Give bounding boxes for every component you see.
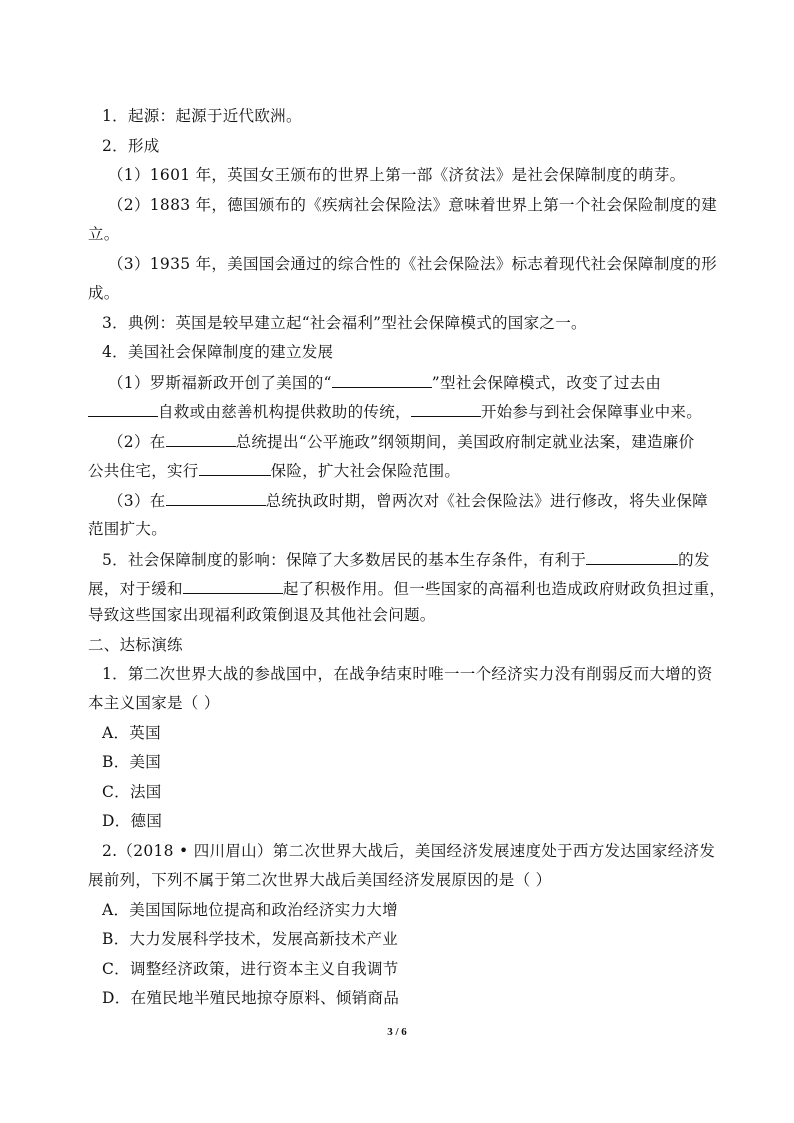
origin-line: 1．起源：起源于近代欧洲。 [102, 107, 302, 125]
us-development-heading: 4．美国社会保障制度的建立发展 [102, 343, 334, 361]
us-item-3: （3）在 总统执政时期，曾两次对《社会保险法》进行修改，将失业保障 [108, 492, 708, 510]
fill-blank[interactable] [199, 460, 271, 476]
formation-item-3: （3）1935 年，美国国会通过的综合性的《社会保险法》标志着现代社会保障制度的形 [108, 255, 718, 273]
question-1-option-a[interactable]: A．英国 [102, 724, 161, 742]
formation-item-3-cont: 成。 [88, 284, 120, 302]
question-2-option-d[interactable]: D．在殖民地半殖民地掠夺原料、倾销商品 [102, 989, 400, 1007]
formation-item-2-cont: 立。 [88, 225, 120, 243]
formation-heading: 2．形成 [102, 137, 160, 155]
question-2-option-a[interactable]: A．美国国际地位提高和政治经济实力大增 [102, 901, 398, 919]
impact-line-cont: 展，对于缓和 起了积极作用。但一些国家的高福利也造成政府财政负担过重， [88, 580, 726, 598]
us-item-2-cont: 公共住宅，实行 保险，扩大社会保险范围。 [88, 462, 461, 480]
question-2-option-c[interactable]: C．调整经济政策，进行资本主义自我调节 [102, 960, 399, 978]
impact-line: 5．社会保障制度的影响：保障了大多数居民的基本生存条件，有利于 的发 [102, 551, 710, 569]
fill-blank[interactable] [183, 578, 283, 594]
fill-blank[interactable] [88, 401, 158, 417]
fill-blank[interactable] [166, 490, 266, 506]
fill-blank[interactable] [166, 431, 236, 447]
page-number: 3 / 6 [387, 1026, 407, 1038]
us-item-1: （1）罗斯福新政开创了美国的“ ”型社会保障模式，改变了过去由 [108, 374, 662, 392]
fill-blank[interactable] [586, 549, 678, 565]
us-item-3-cont: 范围扩大。 [88, 520, 168, 538]
question-1-option-c[interactable]: C．法国 [102, 783, 162, 801]
fill-blank[interactable] [332, 372, 432, 388]
question-1-stem: 1．第二次世界大战的参战国中，在战争结束时唯一一个经济实力没有削弱反而大增的资 [102, 665, 713, 683]
question-1-stem-cont: 本主义国家是（ ） [88, 694, 220, 712]
question-1-option-d[interactable]: D．德国 [102, 812, 163, 830]
question-2-stem: 2.（2018 • 四川眉山）第二次世界大战后，美国经济发展速度处于西方发达国家经济发 [102, 842, 716, 860]
fill-blank[interactable] [411, 401, 481, 417]
question-2-stem-cont: 展前列，下列不属于第二次世界大战后美国经济发展原因的是（ ） [88, 871, 552, 889]
us-item-2: （2）在 总统提出“公平施政”纲领期间，美国政府制定就业法案，建造廉价 [108, 433, 695, 451]
formation-item-2: （2）1883 年，德国颁布的《疾病社会保险法》意味着世界上第一个社会保险制度的建 [108, 196, 718, 214]
us-item-1-cont: 自救或由慈善机构提供救助的传统， 开始参与到社会保障事业中来。 [88, 401, 702, 422]
example-line: 3．典例：英国是较早建立起“社会福利”型社会保障模式的国家之一。 [102, 314, 587, 332]
section-heading: 二、达标演练 [88, 636, 183, 654]
question-2-option-b[interactable]: B．大力发展科学技术，发展高新技术产业 [102, 930, 399, 948]
question-1-option-b[interactable]: B．美国 [102, 753, 162, 771]
impact-line-end: 导致这些国家出现福利政策倒退及其他社会问题。 [88, 606, 436, 624]
formation-item-1: （1）1601 年，英国女王颁布的世界上第一部《济贫法》是社会保障制度的萌芽。 [108, 166, 686, 184]
